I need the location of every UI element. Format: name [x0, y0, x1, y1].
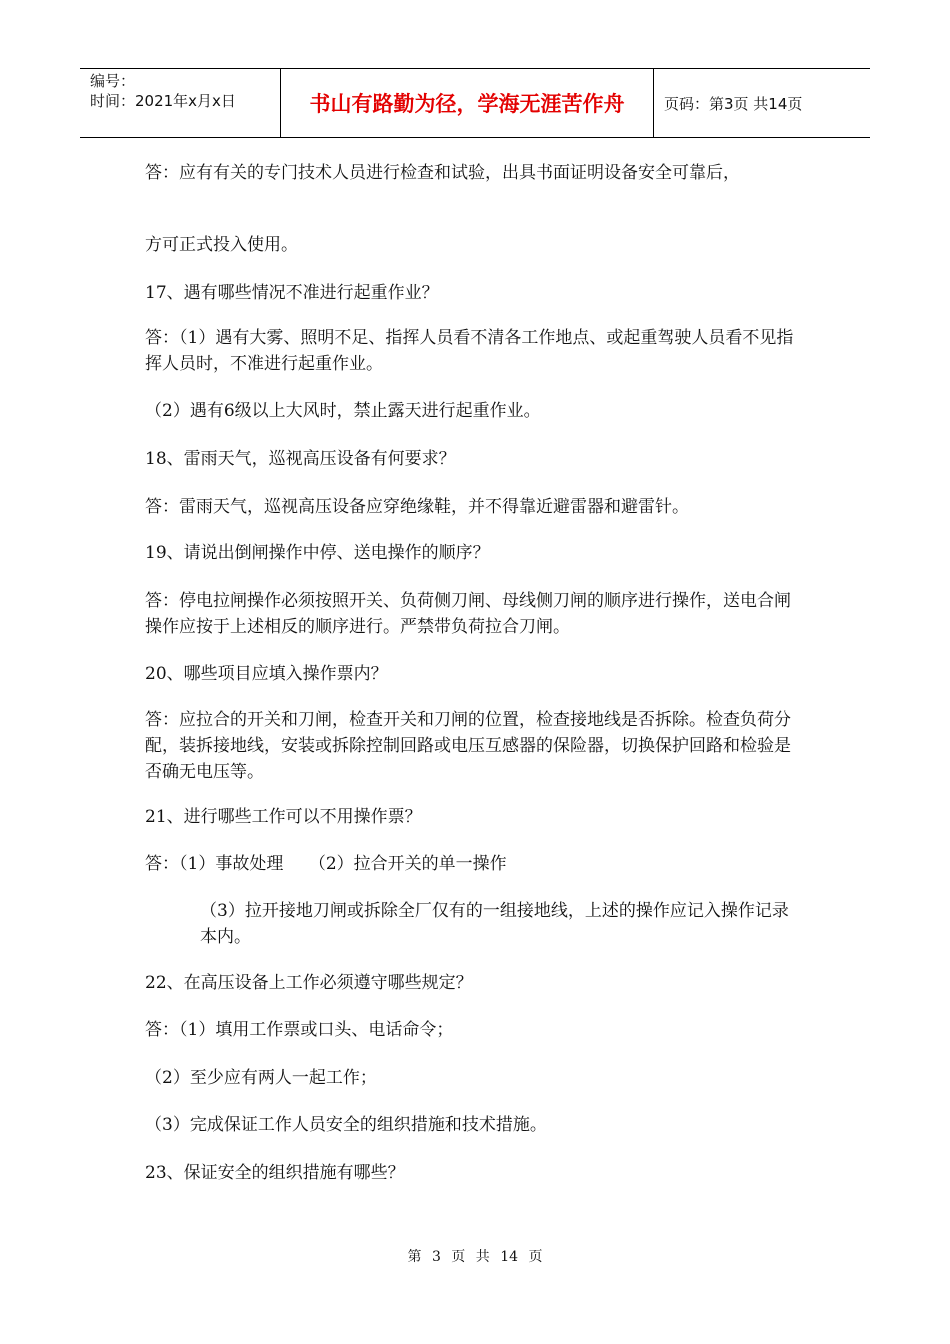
header-page-info: 页码：第3页 共14页: [664, 94, 803, 113]
question-19: 19、请说出倒闸操作中停、送电操作的顺序？: [145, 543, 490, 563]
answer-22-item-2: （2）至少应有两人一起工作；: [145, 1068, 377, 1088]
question-20: 20、哪些项目应填入操作票内？: [145, 664, 388, 684]
question-22: 22、在高压设备上工作必须遵守哪些规定？: [145, 973, 473, 993]
answer-17-item-2: （2）遇有6级以上大风时，禁止露天进行起重作业。: [145, 401, 541, 421]
question-21: 21、进行哪些工作可以不用操作票？: [145, 807, 422, 827]
header-meta: [80, 69, 281, 137]
question-23: 23、保证安全的组织措施有哪些？: [145, 1163, 405, 1183]
answer-22-item-3: （3）完成保证工作人员安全的组织措施和技术措施。: [145, 1115, 547, 1135]
header-motto: 书山有路勤为径，学海无涯苦作舟: [281, 69, 654, 137]
serial-label: 编号：: [90, 72, 136, 90]
document-header: [80, 68, 870, 138]
answer-20: 答：应拉合的开关和刀闸，检查开关和刀闸的位置，检查接地线是否拆除。检查负荷分配，装拆接地线，安装或拆除控制回路或电压互感器的保险器，切换保护回路和检验是否确无电压等。: [145, 710, 791, 782]
answer-21-items-1-2: 答：（1）事故处理 （2）拉合开关的单一操作: [145, 854, 507, 874]
answer-22-item-1: 答：（1）填用工作票或口头、电话命令；: [145, 1020, 454, 1040]
question-17: 17、遇有哪些情况不准进行起重作业？: [145, 283, 439, 303]
answer-paragraph: 答：应有有关的专门技术人员进行检查和试验，出具书面证明设备安全可靠后，: [145, 163, 740, 183]
answer-21-item-3: （3）拉开接地刀闸或拆除全厂仅有的一组接地线，上述的操作应记入操作记录本内。: [200, 901, 789, 947]
question-18: 18、雷雨天气，巡视高压设备有何要求？: [145, 449, 456, 469]
answer-18: 答：雷雨天气，巡视高压设备应穿绝缘鞋，并不得靠近避雷器和避雷针。: [145, 497, 689, 517]
time-label: 时间：2021年x月x日: [90, 92, 236, 110]
answer-continuation: 方可正式投入使用。: [145, 235, 298, 255]
answer-17-item-1: 答：（1）遇有大雾、照明不足、指挥人员看不清各工作地点、或起重驾驶人员看不见指挥人员时，不准进行起重作业。: [145, 328, 794, 374]
page-footer: 第 3 页 共 14 页: [407, 1249, 543, 1265]
answer-19: 答：停电拉闸操作必须按照开关、负荷侧刀闸、母线侧刀闸的顺序进行操作，送电合闸操作应按于上述相反的顺序进行。严禁带负荷拉合刀闸。: [145, 591, 791, 637]
